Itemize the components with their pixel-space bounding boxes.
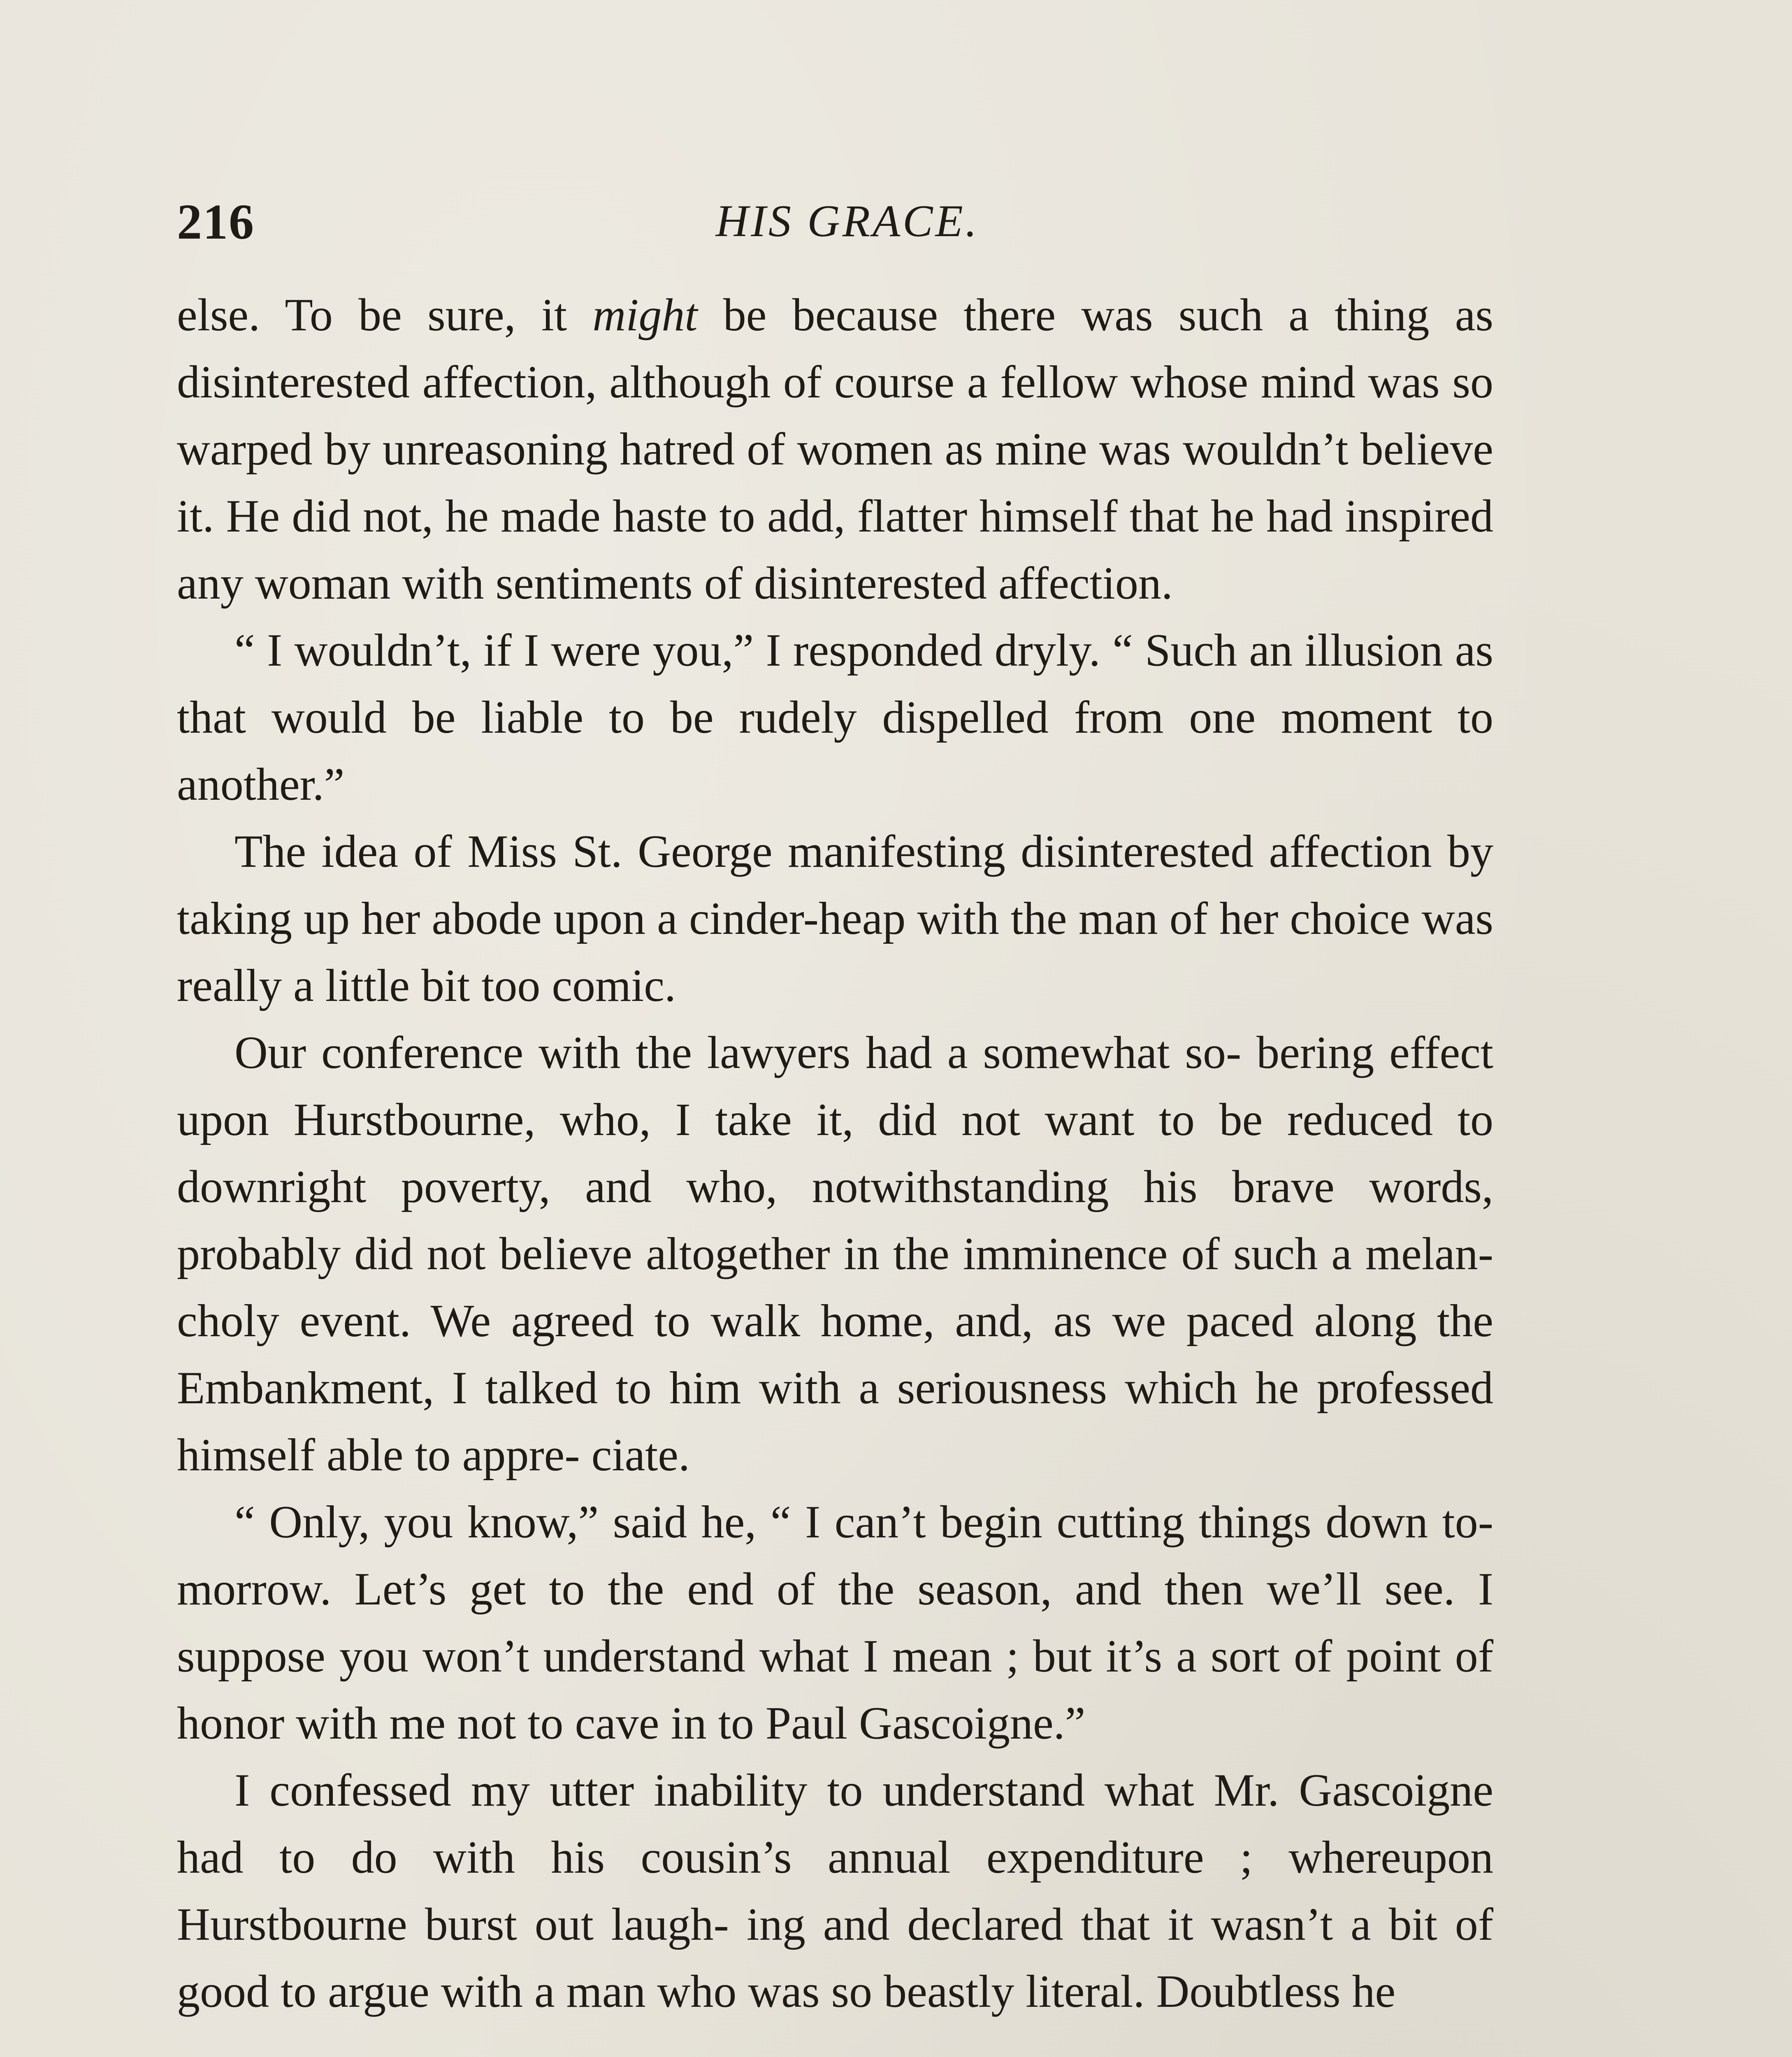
book-page: [177, 177, 1493, 2025]
page-header: [177, 177, 1493, 259]
paragraph-text: be because there was such a thing as disinterested affection, although of course a fellow whose mind was so warped by unreasoning hatred of women as mine was wouldn’t believe it. He did not, he made haste to add, flatter himself that he had inspired any woman with sentiments of disinterested affection.: [177, 290, 1494, 609]
paragraph: [177, 1019, 1493, 1489]
paragraph: [177, 617, 1493, 818]
paragraph: [177, 1757, 1493, 2025]
paragraph-text: I confessed my utter inability to understand what Mr. Gascoigne had to do with his cousin’s annual expenditure ; whereupon Hurstbourne burst out laugh- ing and declared that it wasn’t a bit of good to argue with a man who was so beastly literal. Doubtless he: [177, 1765, 1493, 2017]
italic-text: might: [592, 290, 698, 341]
paragraph-text: “ I wouldn’t, if I were you,” I responded dryly. “ Such an illusion as that would be liable to be rudely dispelled from one moment to another.”: [177, 625, 1493, 810]
paragraph-text: “ Only, you know,” said he, “ I can’t begin cutting things down to-morrow. Let’s get to the end of the season, and then we’ll see. I suppose you won’t understand what I mean ; but it’s a sort of point of honor with me not to cave in to Paul Gascoigne.”: [177, 1497, 1493, 1749]
page-number: 216: [177, 194, 255, 250]
paragraph-text: The idea of Miss St. George manifesting disinterested affection by taking up her abode upon a cinder-heap with the man of her choice was really a little bit too comic.: [177, 826, 1493, 1011]
body-text: [177, 282, 1493, 2025]
paragraph: [177, 818, 1493, 1019]
paragraph: [177, 1489, 1493, 1757]
paragraph-text: else. To be sure, it: [177, 290, 593, 341]
paragraph: [177, 282, 1493, 617]
running-head: HIS GRACE.: [715, 196, 980, 246]
paragraph-text: Our conference with the lawyers had a somewhat so- bering effect upon Hurstbourne, who, I take it, did not want to be reduced to downright poverty, and who, notwithstanding his brave words, probably did not believe altogether in the imminence of such a melan- choly event. We agreed to walk home, and, as we paced along the Embankment, I talked to him with a seriousness which he professed himself able to appre- ciate.: [177, 1027, 1493, 1481]
